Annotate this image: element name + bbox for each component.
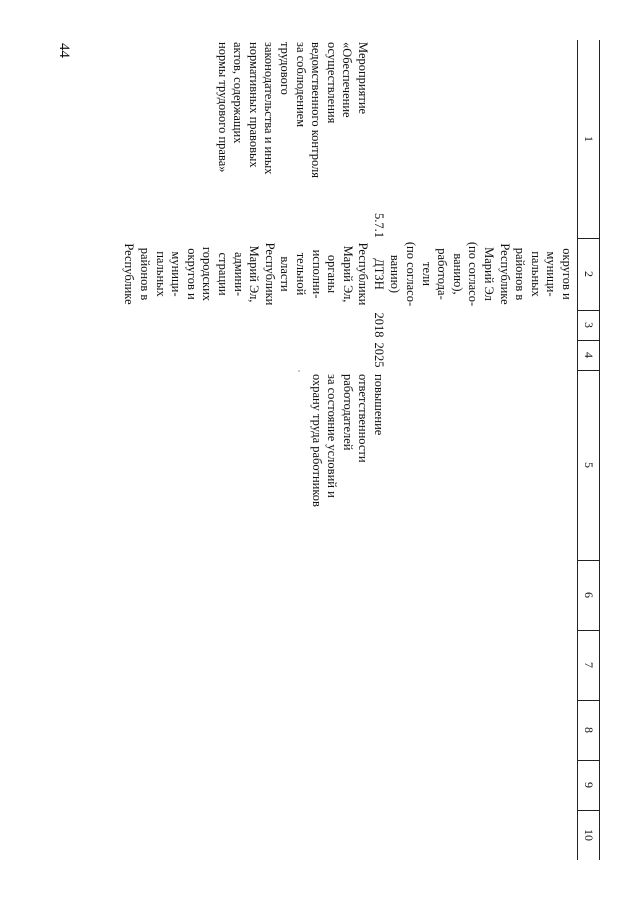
cell-line: нормы трудового права» bbox=[215, 42, 230, 173]
cell-line: тели bbox=[419, 262, 434, 286]
cell-line: муници- bbox=[169, 251, 184, 297]
col-header-4: 4 bbox=[582, 352, 596, 358]
cell-line: нормативных правовых bbox=[246, 42, 261, 168]
cell-line: пальных bbox=[153, 251, 168, 297]
cell-line: законодательства и иных bbox=[262, 42, 277, 175]
cell-line: округов и bbox=[184, 248, 199, 300]
cell-line: (по согласо- bbox=[466, 241, 481, 307]
cell-line: Республике bbox=[497, 243, 512, 305]
col-header-9: 9 bbox=[582, 782, 596, 788]
cell-line: трудового bbox=[278, 42, 293, 95]
cell-line: Марий Эл bbox=[482, 247, 497, 301]
cell-line: районов в bbox=[138, 247, 153, 301]
cell-line: работодателей bbox=[340, 374, 355, 451]
col-header-5: 5 bbox=[582, 462, 596, 468]
cell-line: Мероприятие bbox=[356, 42, 370, 115]
cell-line: тельной bbox=[294, 252, 309, 296]
cell-line: актов, содержащих bbox=[231, 42, 246, 144]
cell-line: осуществления bbox=[324, 42, 339, 124]
cell-line: админи- bbox=[231, 251, 246, 297]
page-number: 44 bbox=[56, 43, 72, 58]
scan-speck bbox=[298, 370, 300, 372]
cell-line: страции bbox=[216, 252, 231, 296]
executor-cell bbox=[121, 238, 386, 310]
cell-line: Марий Эл, bbox=[247, 245, 262, 303]
col-header-1: 1 bbox=[582, 136, 596, 142]
cell-line: Марий Эл, bbox=[340, 245, 355, 303]
col-header-3: 3 bbox=[582, 322, 596, 328]
cell-line: ответственности bbox=[356, 374, 371, 463]
cell-line: «Обеспечение bbox=[340, 42, 355, 118]
cell-line: ДТЗН bbox=[372, 258, 386, 290]
table bbox=[60, 40, 600, 860]
col-header-7: 7 bbox=[582, 662, 596, 668]
result-cell bbox=[308, 374, 386, 560]
cell-line: городских bbox=[200, 246, 215, 302]
cell-line: Республики bbox=[262, 242, 277, 306]
row-code: 5.7.1 bbox=[372, 213, 386, 238]
col-header-2: 2 bbox=[582, 271, 596, 277]
cell-line: исполни- bbox=[309, 249, 324, 299]
table-top-rule bbox=[599, 40, 600, 860]
cell-line: Республике bbox=[122, 243, 137, 305]
cell-line: охрану труда работников bbox=[309, 374, 324, 507]
cell-line: районов в bbox=[513, 247, 528, 301]
col-header-6: 6 bbox=[582, 592, 596, 598]
col-header-8: 8 bbox=[582, 727, 596, 733]
cell-line: за состояние условий и bbox=[325, 374, 340, 498]
start-year: 2018 bbox=[372, 312, 386, 338]
col-header-10: 10 bbox=[582, 829, 596, 841]
continued-executor-cell bbox=[387, 238, 574, 310]
cell-line: органы bbox=[325, 254, 340, 294]
cell-line: пальных bbox=[528, 251, 543, 297]
cell-line: муници- bbox=[544, 251, 559, 297]
cell-line: за соблюдением bbox=[293, 42, 308, 128]
cell-line: ванию), bbox=[450, 253, 465, 295]
end-year: 2025 bbox=[372, 342, 386, 368]
cell-line: (по согласо- bbox=[404, 241, 419, 307]
event-cell bbox=[214, 42, 370, 234]
cell-line: власти bbox=[278, 256, 293, 292]
cell-line: округов и bbox=[560, 248, 574, 300]
cell-line: работода- bbox=[435, 248, 450, 300]
header-bottom-rule bbox=[577, 40, 578, 860]
cell-line: ванию) bbox=[388, 254, 403, 294]
cell-line: ведомственного контроля bbox=[309, 42, 324, 179]
cell-line: Республики bbox=[356, 242, 371, 306]
cell-line: повышение bbox=[372, 374, 386, 436]
